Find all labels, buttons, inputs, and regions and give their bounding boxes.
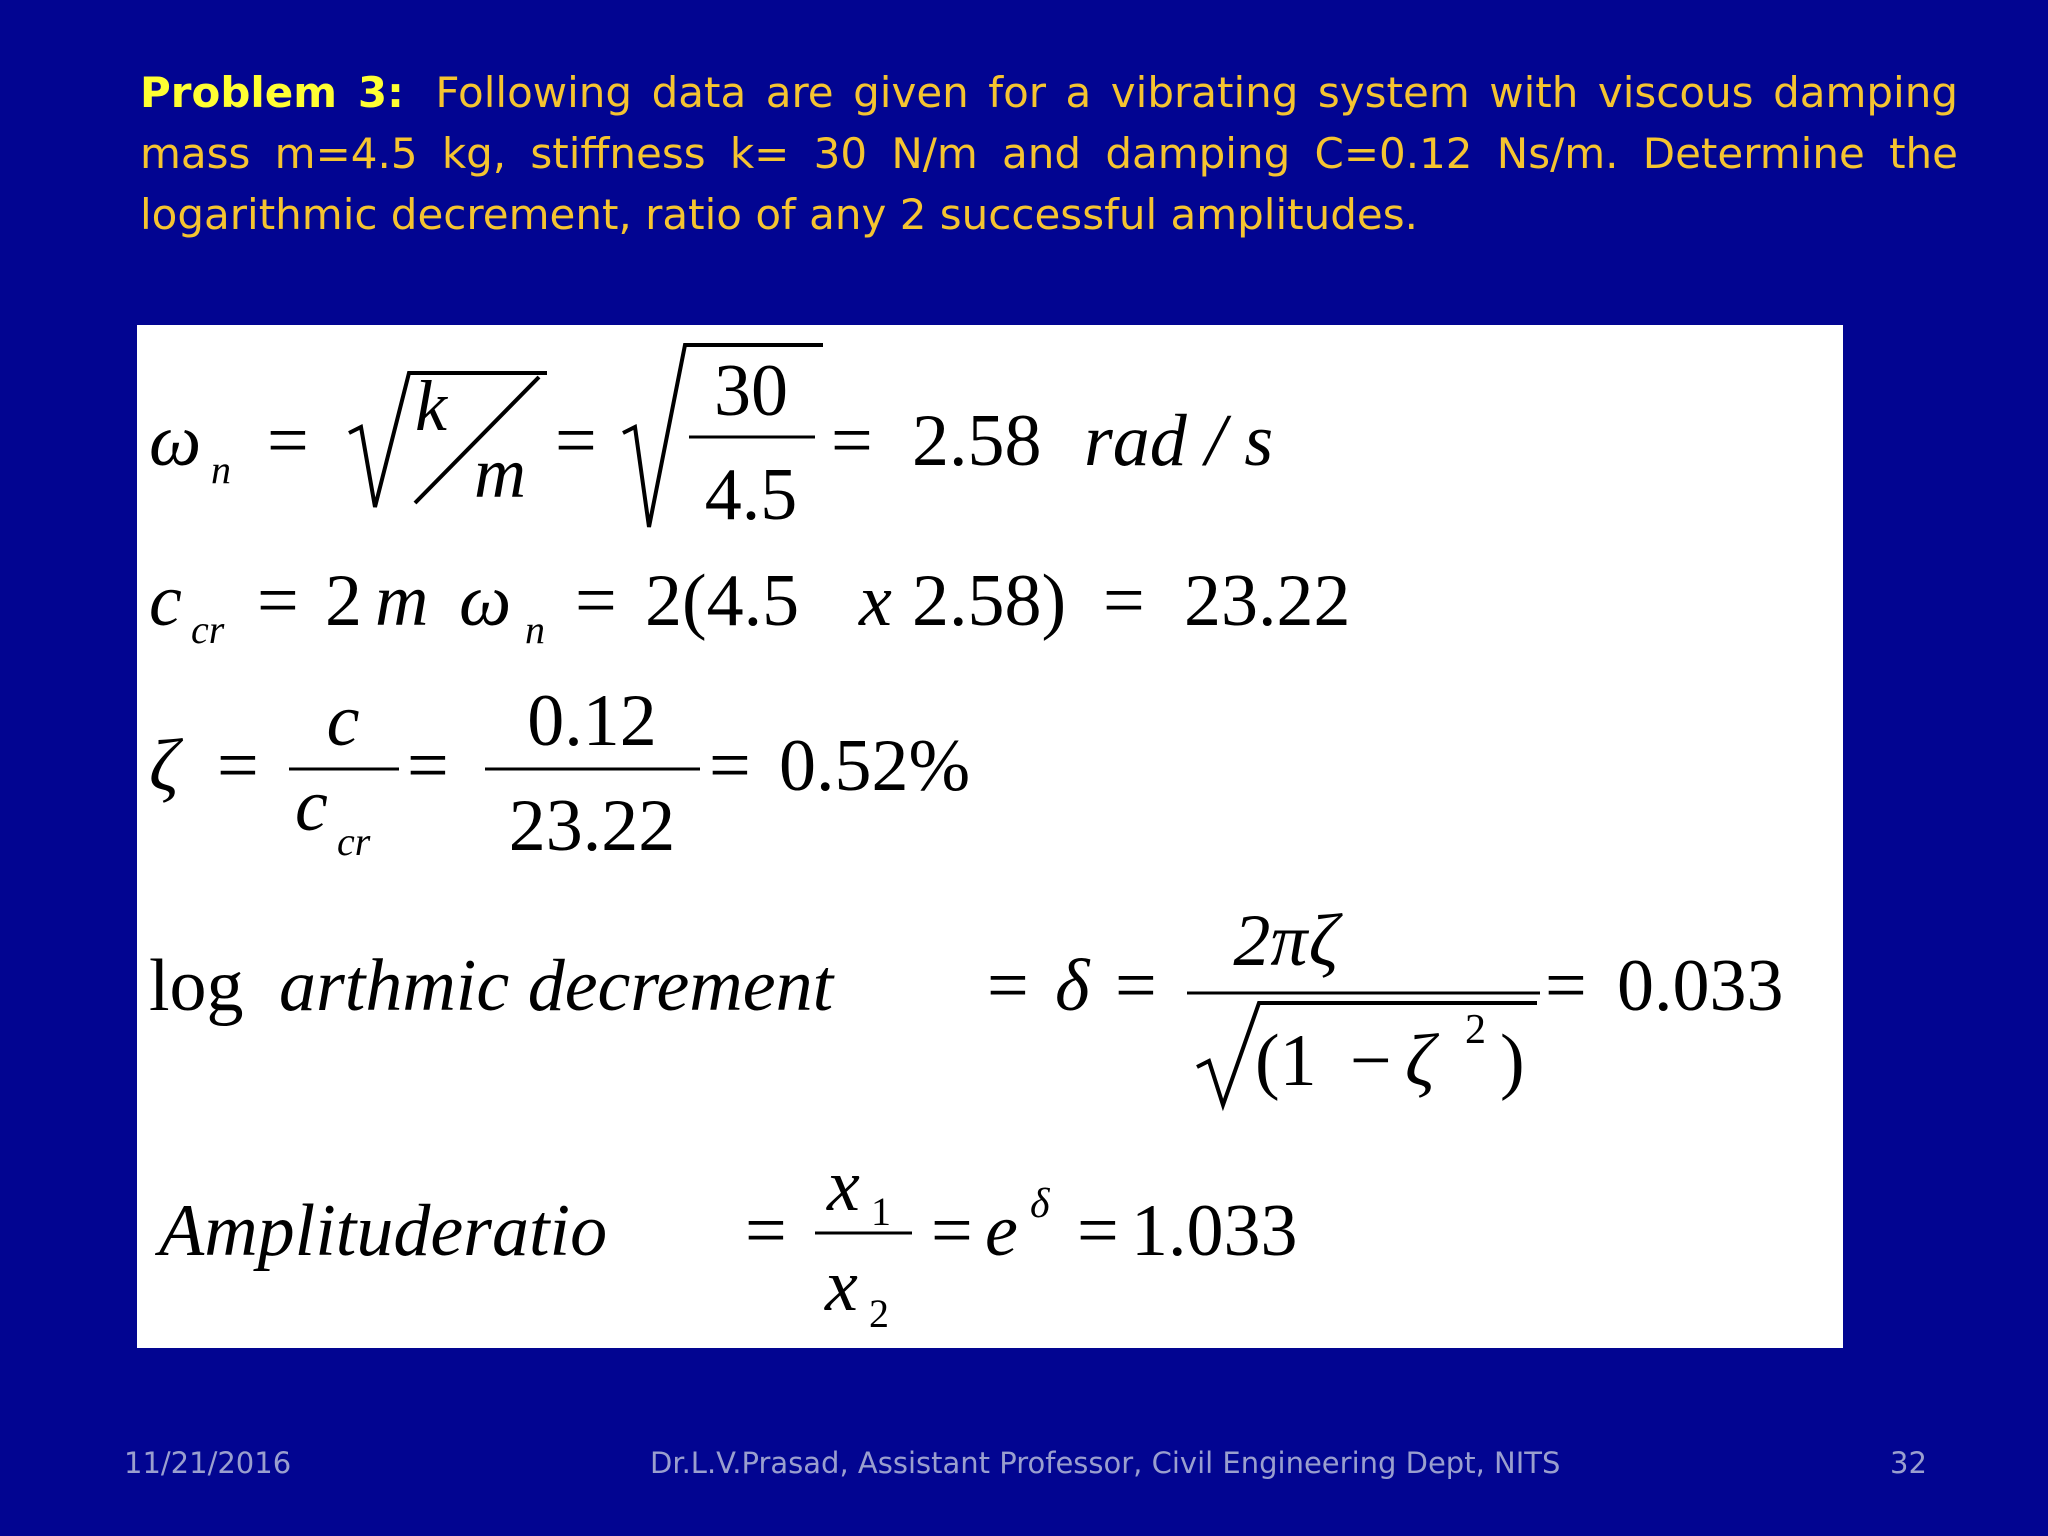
ccr-expression-a: 2(4.5 bbox=[645, 560, 800, 642]
zeta-equals-3: = bbox=[709, 725, 751, 807]
equations-canvas bbox=[137, 325, 1843, 1348]
ccr-coefficient: 2 bbox=[325, 560, 362, 642]
amplitude-equals-3: = bbox=[1077, 1190, 1119, 1272]
logdec-delta: δ bbox=[1055, 945, 1090, 1027]
amplitude-equals-2: = bbox=[931, 1190, 973, 1272]
logdec-equals-2: = bbox=[1115, 945, 1157, 1027]
ccr-symbol: c bbox=[149, 560, 182, 642]
amplitude-numerator-x: x bbox=[827, 1145, 860, 1227]
ccr-equals-1: = bbox=[257, 560, 299, 642]
logdec-words: arthmic decrement bbox=[279, 945, 834, 1027]
fraction-numerator-30: 30 bbox=[714, 350, 788, 432]
logdec-equals-1: = bbox=[987, 945, 1029, 1027]
amplitude-value: 1.033 bbox=[1131, 1190, 1298, 1272]
ccr-expression-b: 2.58) bbox=[912, 560, 1067, 642]
zeta-denominator-c: c bbox=[295, 765, 328, 847]
zeta-symbol: ζ bbox=[149, 725, 179, 807]
logdec-den-zeta: ζ bbox=[1405, 1020, 1435, 1102]
omega-value: 2.58 bbox=[912, 400, 1042, 482]
omega-equals-2: = bbox=[555, 400, 597, 482]
ccr-mass: m bbox=[375, 560, 429, 642]
amplitude-e-exponent: δ bbox=[1030, 1181, 1050, 1227]
logdec-equals-3: = bbox=[1545, 945, 1587, 1027]
logdec-equation bbox=[149, 900, 1784, 1105]
zeta-denominator-value: 23.22 bbox=[508, 785, 676, 867]
logdec-value: 0.033 bbox=[1617, 945, 1784, 1027]
footer-page-number: 32 bbox=[1890, 1446, 1927, 1480]
amplitude-equation bbox=[154, 1145, 1298, 1336]
zeta-equals-1: = bbox=[217, 725, 259, 807]
zeta-numerator-c: c bbox=[326, 680, 360, 762]
ccr-value: 23.22 bbox=[1184, 560, 1351, 642]
logdec-den-open: (1 bbox=[1255, 1020, 1317, 1102]
omega-equals-3: = bbox=[831, 400, 873, 482]
omega-unit: rad / s bbox=[1084, 400, 1274, 482]
zeta-equals-2: = bbox=[407, 725, 449, 807]
problem-text: Following data are given for a vibrating system with viscous damping mass m=4.5 kg, stiffness k= 30 N/m and damping C=0.12 Ns/m. Determine the logarithmic decrement, ratio of any 2 successful amplitudes. bbox=[140, 68, 1958, 239]
zeta-numerator-value: 0.12 bbox=[527, 680, 657, 762]
logdec-den-close: ) bbox=[1500, 1020, 1525, 1102]
ccr-equals-2: = bbox=[575, 560, 617, 642]
problem-statement bbox=[140, 62, 1958, 245]
problem-label: Problem 3: bbox=[140, 68, 404, 117]
amplitude-denominator-subscript: 2 bbox=[869, 1291, 889, 1336]
omega-subscript: n bbox=[211, 447, 231, 492]
amplitude-equals-1: = bbox=[745, 1190, 787, 1272]
k-symbol: k bbox=[415, 366, 447, 446]
ccr-equals-3: = bbox=[1103, 560, 1145, 642]
fraction-denominator-45: 4.5 bbox=[704, 454, 798, 536]
omega-symbol: ω bbox=[149, 400, 202, 482]
omega-equals-1: = bbox=[267, 400, 309, 482]
amplitude-label: Amplituderatio bbox=[159, 1190, 608, 1272]
logdec-log: log bbox=[149, 945, 244, 1027]
ccr-omega: ω bbox=[459, 560, 512, 642]
logdec-den-minus: − bbox=[1350, 1020, 1392, 1102]
footer-author: Dr.L.V.Prasad, Assistant Professor, Civil Engineering Dept, NITS bbox=[650, 1446, 1561, 1480]
ccr-subscript: cr bbox=[191, 607, 225, 652]
omega-equation bbox=[149, 345, 1273, 536]
footer-date: 11/21/2016 bbox=[124, 1446, 292, 1480]
zeta-equation bbox=[149, 680, 970, 867]
ccr-equation bbox=[149, 560, 1351, 652]
m-symbol: m bbox=[474, 433, 526, 513]
amplitude-numerator-subscript: 1 bbox=[871, 1189, 891, 1234]
ccr-omega-subscript: n bbox=[525, 607, 545, 652]
logdec-den-exponent: 2 bbox=[1465, 1007, 1486, 1053]
amplitude-e: e bbox=[985, 1190, 1018, 1272]
solution-panel bbox=[137, 325, 1843, 1348]
logdec-numerator: 2πζ bbox=[1233, 900, 1339, 982]
ccr-times: x bbox=[859, 560, 892, 642]
zeta-denominator-subscript: cr bbox=[337, 819, 371, 864]
amplitude-denominator-x: x bbox=[825, 1245, 858, 1327]
zeta-value: 0.52% bbox=[779, 725, 971, 807]
